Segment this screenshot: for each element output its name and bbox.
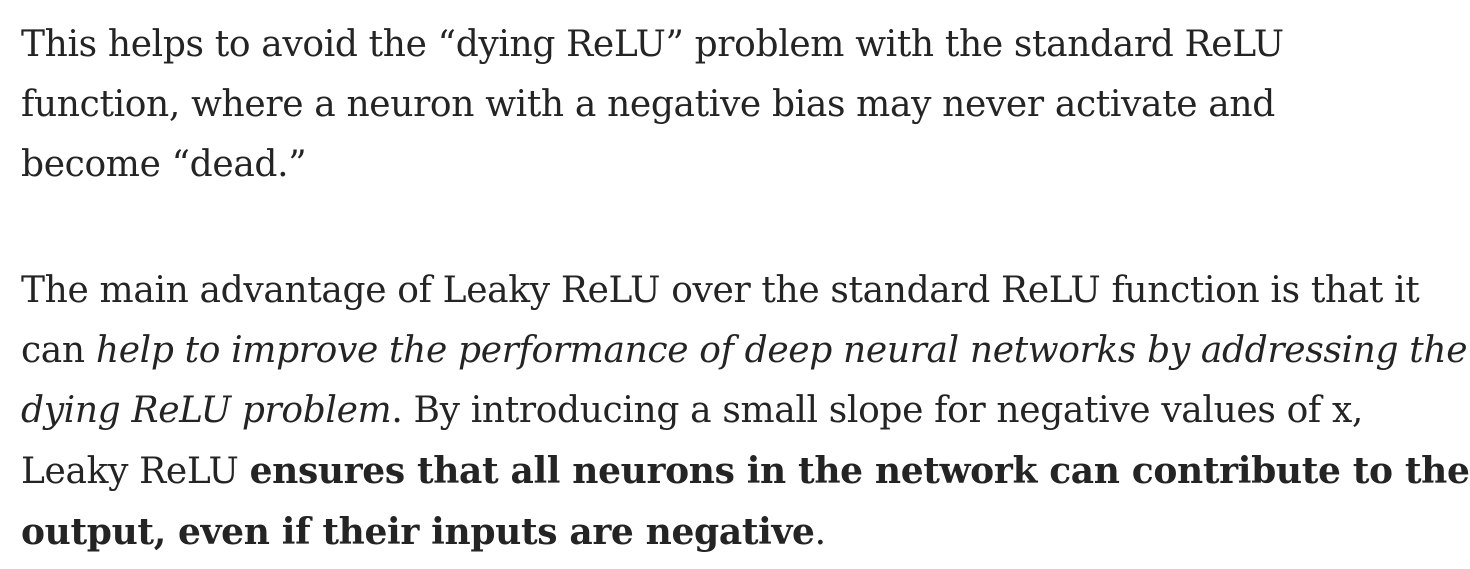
emphasized-text: help to improve the performance of deep neural networks by addressing the: [95, 330, 1468, 371]
plain-text: . By introducing a small slope for negative values of x,: [391, 390, 1364, 431]
paragraph-dying-relu: [21, 15, 1312, 195]
emphasized-text: dying ReLU problem: [21, 390, 392, 431]
bold-text: output, even if their inputs are negative: [21, 511, 815, 553]
paragraph-line: [21, 321, 1468, 381]
article-body: [21, 15, 1470, 563]
paragraph-line: This helps to avoid the “dying ReLU” problem with the standard ReLU: [21, 24, 1284, 65]
plain-text: Leaky ReLU: [21, 451, 250, 492]
paragraph-line: become “dead.”: [21, 144, 307, 185]
paragraph-line: function, where a neuron with a negative bias may never activate and: [21, 84, 1275, 125]
plain-text: can: [21, 330, 96, 371]
paragraph-line: [21, 502, 1312, 563]
bold-text: ensures that all neurons in the network can contribute to the: [249, 450, 1470, 492]
paragraph-line: [21, 441, 1470, 502]
plain-text: .: [814, 512, 826, 553]
paragraph-leaky-relu-advantage: [21, 261, 1470, 563]
paragraph-line: The main advantage of Leaky ReLU over the standard ReLU function is that it: [21, 270, 1420, 311]
paragraph-line: [21, 381, 1364, 441]
